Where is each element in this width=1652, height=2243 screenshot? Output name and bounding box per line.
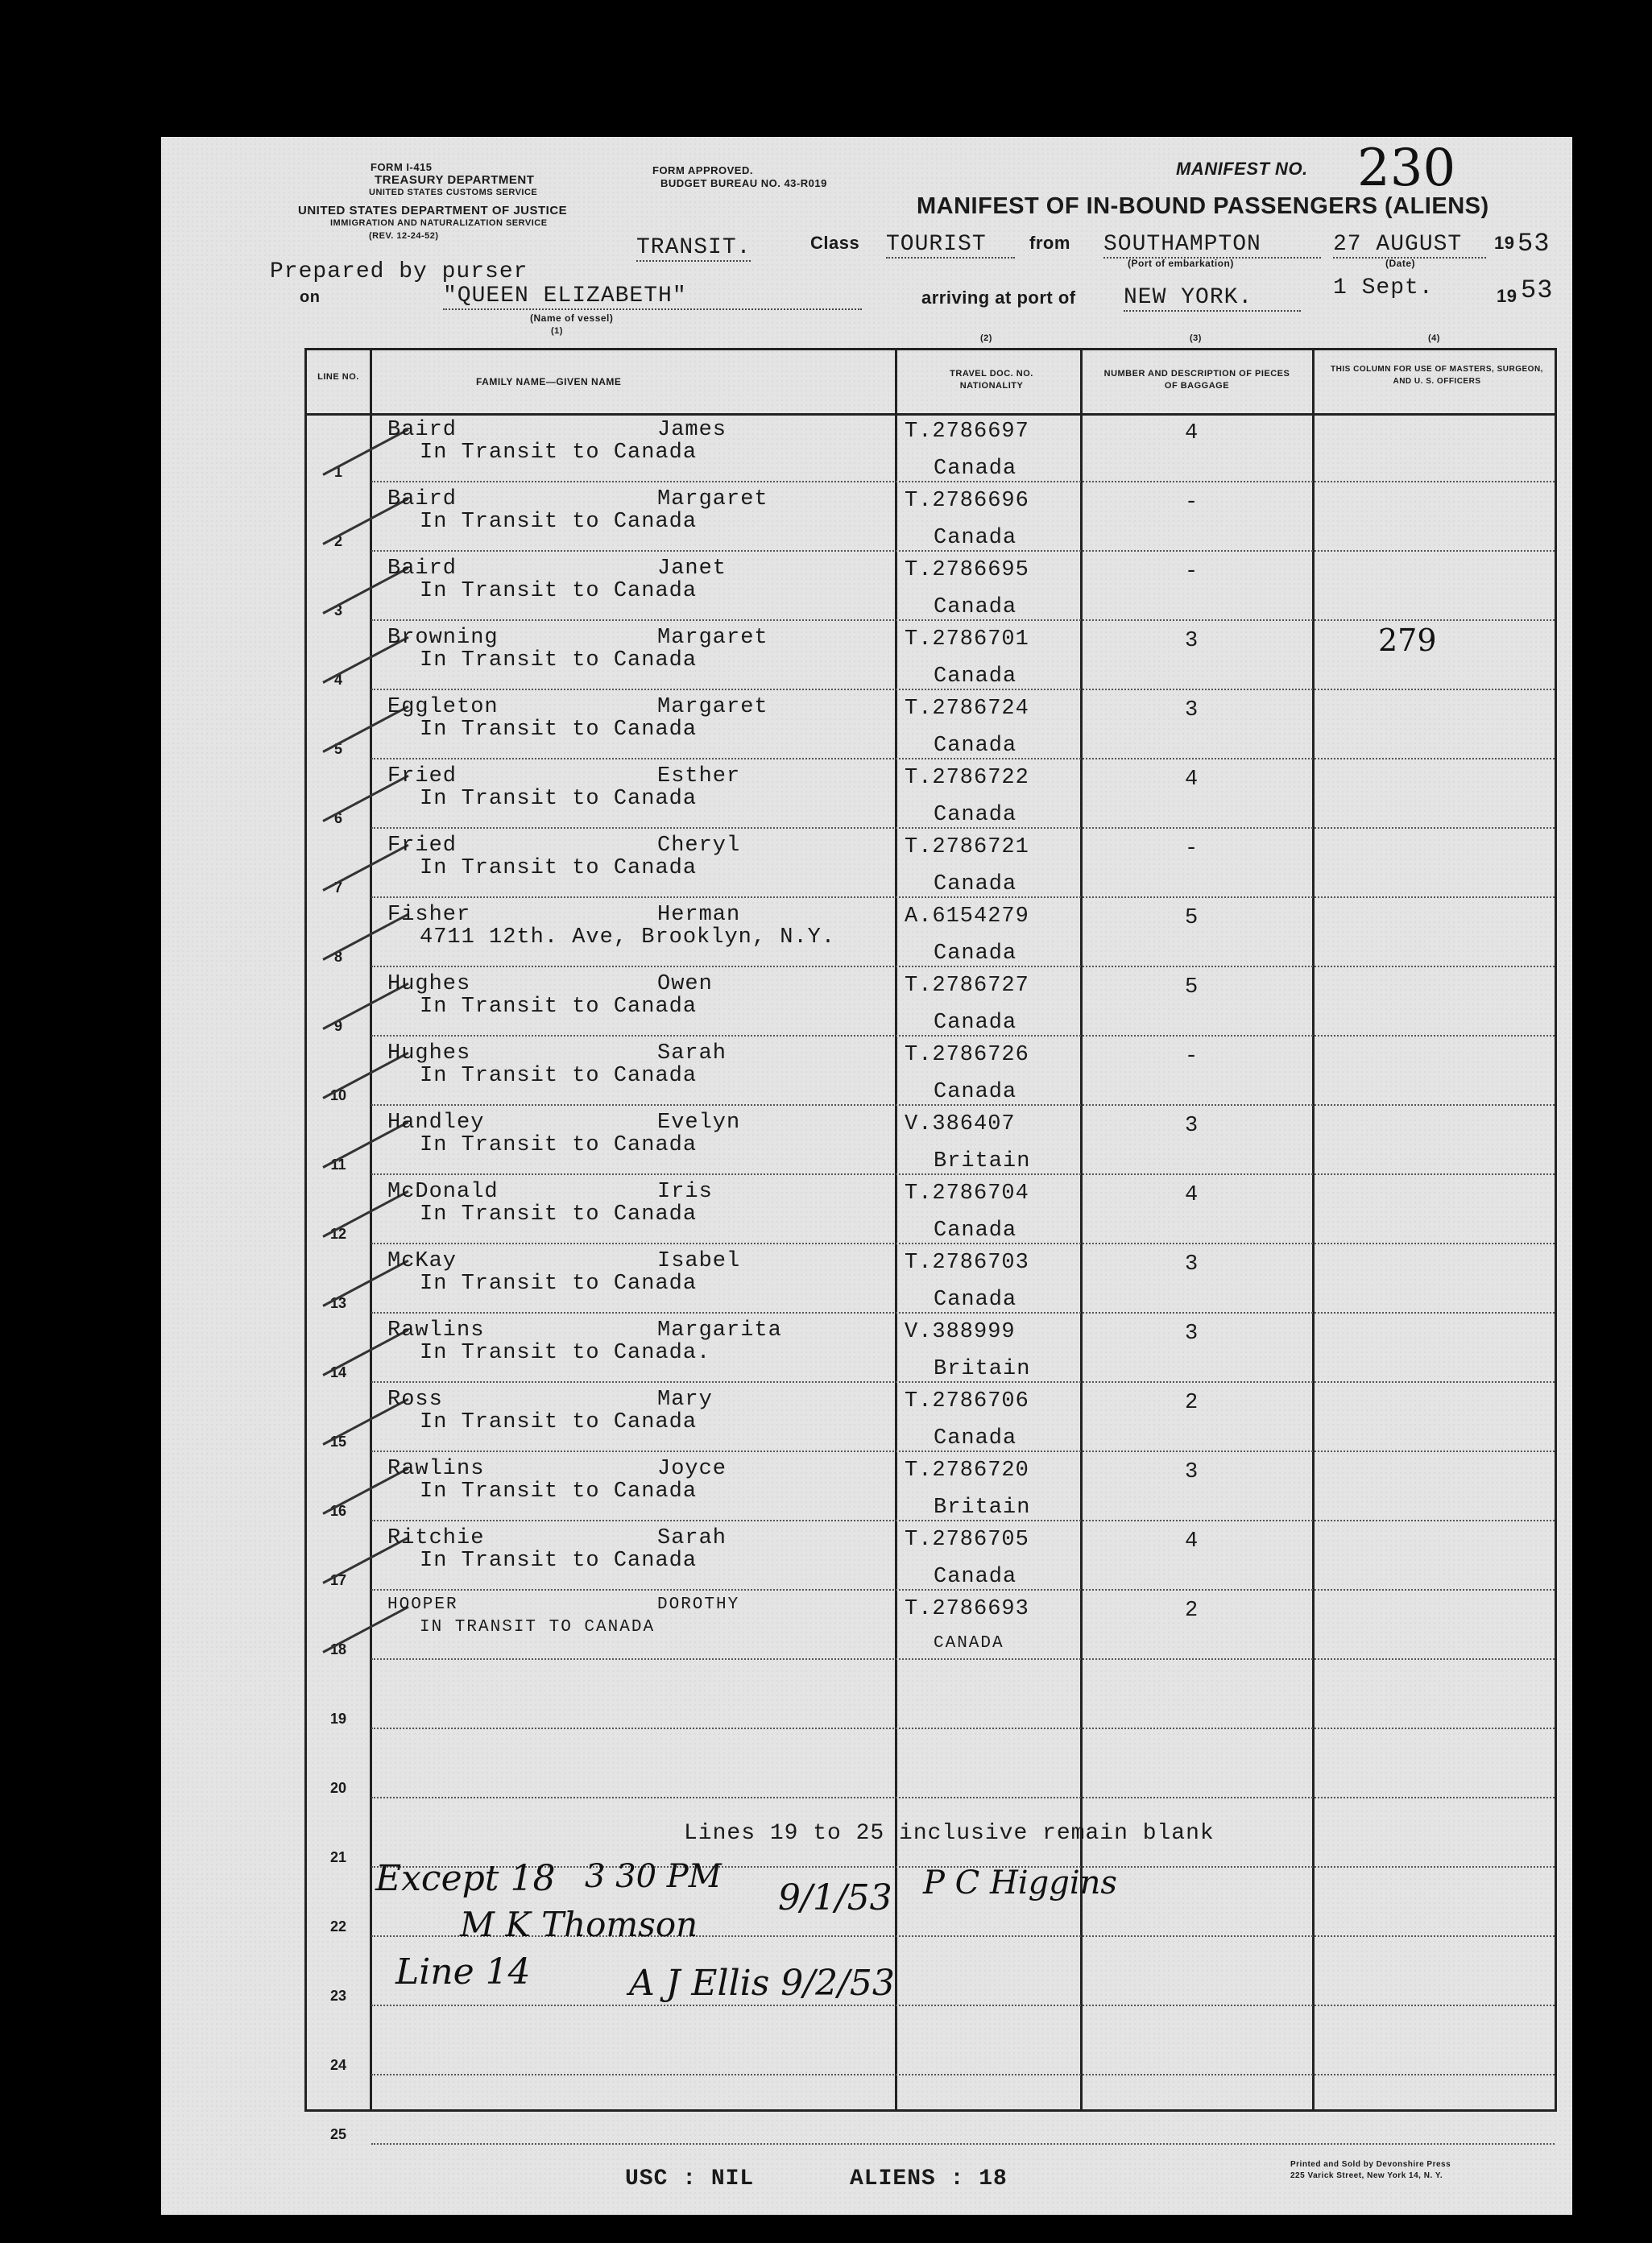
- transit-note: In Transit to Canada: [420, 787, 698, 811]
- transit-note: In Transit to Canada: [420, 718, 698, 742]
- transit-note: In Transit to Canada.: [420, 1341, 711, 1365]
- table-row: [307, 898, 1555, 967]
- transit-note: In Transit to Canada: [420, 1272, 698, 1296]
- form-approved: FORM APPROVED.: [652, 164, 753, 176]
- class-value: TOURIST: [886, 232, 1015, 259]
- nationality: CANADA: [934, 1634, 1004, 1653]
- family-name: McDonald: [387, 1180, 499, 1204]
- nationality: Canada: [934, 664, 1017, 689]
- justice-label: UNITED STATES DEPARTMENT OF JUSTICE: [298, 204, 568, 217]
- baggage-count: 5: [1185, 906, 1199, 930]
- family-name: Ritchie: [387, 1526, 485, 1550]
- nationality: Canada: [934, 803, 1017, 827]
- nationality: Canada: [934, 1219, 1017, 1243]
- given-name: Isabel: [657, 1249, 741, 1273]
- line-number: 12: [329, 1226, 347, 1242]
- nationality: Canada: [934, 1426, 1017, 1451]
- nationality: Canada: [934, 595, 1017, 619]
- family-name: Rawlins: [387, 1318, 485, 1343]
- family-name: Rawlins: [387, 1457, 485, 1481]
- customs-label: UNITED STATES CUSTOMS SERVICE: [369, 188, 538, 197]
- printer-line-1: Printed and Sold by Devonshire Press: [1290, 2160, 1451, 2169]
- table-row: [307, 1175, 1555, 1244]
- col-head-officers: THIS COLUMN FOR USE OF MASTERS, SURGEON, AND U. S. OFFICERS: [1331, 365, 1543, 386]
- transit-note: In Transit to Canada: [420, 1410, 698, 1434]
- manifest-title: MANIFEST OF IN-BOUND PASSENGERS (ALIENS): [917, 193, 1489, 219]
- baggage-count: 4: [1185, 1183, 1199, 1207]
- family-name: Baird: [387, 418, 458, 442]
- line-number: 19: [329, 1711, 347, 1727]
- table-row: [307, 2075, 1555, 2145]
- nationality: Canada: [934, 1288, 1017, 1312]
- given-name: Joyce: [657, 1457, 727, 1481]
- blank-lines-remark: Lines 19 to 25 inclusive remain blank: [684, 1821, 1215, 1846]
- transit-note: 4711 12th. Ave, Brooklyn, N.Y.: [420, 925, 836, 950]
- table-row: [307, 482, 1555, 552]
- manifest-number: 230: [1357, 139, 1456, 198]
- travel-doc-number: T.2786722: [905, 766, 1029, 790]
- travel-doc-number: T.2786703: [905, 1251, 1029, 1275]
- family-name: Eggleton: [387, 695, 499, 719]
- transit-note: In Transit to Canada: [420, 1064, 698, 1088]
- handwritten-signature-ellis: A J Ellis 9/2/53: [629, 1963, 895, 2004]
- family-name: Browning: [387, 626, 499, 650]
- baggage-count: -: [1185, 837, 1199, 861]
- given-name: Margaret: [657, 626, 768, 650]
- nationality: Canada: [934, 1080, 1017, 1104]
- arrival-year: 53: [1521, 275, 1554, 305]
- class-label: Class: [810, 233, 860, 253]
- ins-label: IMMIGRATION AND NATURALIZATION SERVICE: [330, 218, 548, 228]
- given-name: Cheryl: [657, 834, 741, 858]
- travel-doc-number: T.2786726: [905, 1043, 1029, 1067]
- punch-hole: [48, 168, 90, 209]
- line-number: 21: [329, 1849, 347, 1865]
- family-name: Fisher: [387, 903, 471, 927]
- travel-doc-number: T.2786693: [905, 1597, 1029, 1621]
- table-row: [307, 759, 1555, 829]
- punch-hole: [48, 1161, 90, 1203]
- given-name: Iris: [657, 1180, 713, 1204]
- aliens-count: ALIENS : 18: [850, 2166, 1008, 2191]
- col-head-doc: TRAVEL DOC. NO. NATIONALITY: [950, 369, 1033, 391]
- col-head-baggage: NUMBER AND DESCRIPTION OF PIECES OF BAGGAGE: [1103, 369, 1290, 391]
- travel-doc-number: T.2786724: [905, 697, 1029, 721]
- arrival-year-prefix: 19: [1497, 286, 1517, 306]
- line-number: 11: [330, 1157, 346, 1173]
- transit-note: In Transit to Canada: [420, 1133, 698, 1157]
- nationality: Britain: [934, 1357, 1031, 1381]
- given-name: Esther: [657, 764, 741, 788]
- family-name: Hughes: [387, 972, 471, 996]
- given-name: Janet: [657, 557, 727, 581]
- table-row: [307, 1729, 1555, 1798]
- baggage-count: 5: [1185, 975, 1199, 999]
- line-number: 14: [329, 1364, 347, 1380]
- date-caption: (Date): [1385, 258, 1416, 269]
- punch-hole: [48, 673, 90, 715]
- table-row: [307, 552, 1555, 621]
- nationality: Canada: [934, 1565, 1017, 1589]
- nationality: Britain: [934, 1149, 1031, 1173]
- dept-label: TREASURY DEPARTMENT: [375, 173, 535, 187]
- travel-doc-number: T.2786706: [905, 1389, 1029, 1413]
- line-number: 17: [329, 1572, 347, 1588]
- table-row: [307, 1452, 1555, 1521]
- family-name: Fried: [387, 834, 458, 858]
- transit-note: In Transit to Canada: [420, 648, 698, 672]
- transit-note: In Transit to Canada: [420, 1202, 698, 1227]
- table-row: [307, 1521, 1555, 1591]
- col-head-doc-num: (2): [980, 333, 992, 343]
- line-number: 22: [329, 1918, 347, 1935]
- given-name: Herman: [657, 903, 741, 927]
- handwritten-date-1: 9/1/53: [778, 1877, 892, 1918]
- family-name: Ross: [387, 1388, 443, 1412]
- transit-note: In Transit to Canada: [420, 579, 698, 603]
- line-number: 16: [329, 1503, 347, 1519]
- table-row: [307, 829, 1555, 898]
- vessel-col-number: (1): [551, 326, 563, 336]
- family-name: HOOPER: [387, 1595, 458, 1614]
- year-prefix: 19: [1494, 233, 1515, 253]
- transit-note: In Transit to Canada: [420, 1549, 698, 1573]
- travel-doc-number: T.2786727: [905, 974, 1029, 998]
- given-name: Margarita: [657, 1318, 782, 1343]
- nationality: Canada: [934, 941, 1017, 966]
- travel-doc-number: V.388999: [905, 1320, 1016, 1344]
- passenger-table: [304, 333, 1557, 2142]
- given-name: Sarah: [657, 1041, 727, 1066]
- table-row: [307, 967, 1555, 1037]
- row-rule: [371, 2143, 1555, 2145]
- punch-hole: [48, 338, 90, 380]
- nationality: Britain: [934, 1496, 1031, 1520]
- printer-line-2: 225 Varick Street, New York 14, N. Y.: [1290, 2171, 1443, 2180]
- baggage-count: 2: [1185, 1599, 1199, 1623]
- col-head-baggage-num: (3): [1190, 333, 1202, 343]
- officer-note: 279: [1378, 623, 1437, 658]
- punch-hole: [48, 296, 90, 338]
- table-row: [307, 1244, 1555, 1314]
- travel-doc-number: T.2786704: [905, 1182, 1029, 1206]
- transit-note: IN TRANSIT TO CANADA: [420, 1618, 656, 1637]
- manifest-no-label: MANIFEST NO.: [1176, 159, 1308, 179]
- given-name: Evelyn: [657, 1111, 741, 1135]
- vessel-name: "QUEEN ELIZABETH": [443, 283, 862, 310]
- arrival-date: 1 Sept.: [1333, 275, 1434, 300]
- col-head-name: FAMILY NAME—GIVEN NAME: [476, 376, 622, 387]
- table-row: [307, 1591, 1555, 1660]
- family-name: Hughes: [387, 1041, 471, 1066]
- port-caption: (Port of embarkation): [1128, 258, 1234, 269]
- arriving-label: arriving at port of: [921, 288, 1076, 308]
- baggage-count: -: [1185, 560, 1199, 584]
- manifest-page: [161, 137, 1572, 2215]
- transit-note: In Transit to Canada: [420, 995, 698, 1019]
- given-name: Owen: [657, 972, 713, 996]
- departure-year: 53: [1517, 229, 1551, 259]
- table-row: [307, 1660, 1555, 1729]
- line-number: 13: [329, 1295, 347, 1311]
- line-number: 4: [333, 672, 342, 688]
- given-name: James: [657, 418, 727, 442]
- baggage-count: 3: [1185, 698, 1199, 722]
- line-number: 18: [329, 1641, 347, 1657]
- line-number: 1: [333, 464, 342, 480]
- travel-doc-number: A.6154279: [905, 904, 1029, 929]
- travel-doc-number: T.2786701: [905, 627, 1029, 652]
- line-number: 9: [333, 1018, 342, 1034]
- on-label: on: [300, 288, 321, 306]
- baggage-count: 3: [1185, 1460, 1199, 1484]
- line-number: 5: [333, 741, 342, 757]
- travel-doc-number: T.2786705: [905, 1528, 1029, 1552]
- line-number: 15: [329, 1434, 347, 1450]
- baggage-count: -: [1185, 1045, 1199, 1069]
- travel-doc-number: T.2786720: [905, 1459, 1029, 1483]
- transit-note: In Transit to Canada: [420, 441, 698, 465]
- family-name: Baird: [387, 487, 458, 511]
- line-number: 8: [333, 949, 342, 965]
- travel-doc-number: T.2786695: [905, 558, 1029, 582]
- table-row: [307, 1037, 1555, 1106]
- table-row: [307, 1314, 1555, 1383]
- line-number: 20: [329, 1780, 347, 1796]
- nationality: Canada: [934, 457, 1017, 481]
- line-number: 2: [333, 533, 342, 549]
- nationality: Canada: [934, 526, 1017, 550]
- baggage-count: 4: [1185, 1529, 1199, 1554]
- given-name: Mary: [657, 1388, 713, 1412]
- handwritten-line-14: Line 14: [395, 1951, 531, 1993]
- line-number: 23: [329, 1988, 347, 2004]
- rev-label: (REV. 12-24-52): [369, 231, 439, 241]
- line-number: 10: [329, 1087, 347, 1103]
- punch-hole: [48, 784, 90, 826]
- transit-note: In Transit to Canada: [420, 510, 698, 534]
- departure-date: 27 AUGUST: [1333, 232, 1486, 259]
- nationality: Canada: [934, 734, 1017, 758]
- family-name: McKay: [387, 1249, 458, 1273]
- handwritten-time: 3 30 PM: [585, 1858, 722, 1895]
- prepared-by: Prepared by purser: [270, 259, 528, 284]
- baggage-count: 3: [1185, 1114, 1199, 1138]
- table-row: [307, 1106, 1555, 1175]
- line-number: 6: [333, 810, 342, 826]
- col-head-line: LINE NO.: [317, 372, 359, 382]
- family-name: Fried: [387, 764, 458, 788]
- baggage-count: 3: [1185, 629, 1199, 653]
- transit-note: In Transit to Canada: [420, 856, 698, 880]
- line-number: 3: [333, 602, 342, 619]
- baggage-count: 3: [1185, 1252, 1199, 1277]
- family-name: Baird: [387, 557, 458, 581]
- line-number: 24: [329, 2057, 347, 2073]
- line-number: 25: [329, 2126, 347, 2142]
- given-name: Margaret: [657, 487, 768, 511]
- given-name: Sarah: [657, 1526, 727, 1550]
- arrival-port: NEW YORK.: [1124, 285, 1301, 312]
- handwritten-except: Except 18: [375, 1858, 556, 1899]
- transit-note: In Transit to Canada: [420, 1479, 698, 1504]
- table-row: [307, 1383, 1555, 1452]
- given-name: DOROTHY: [657, 1595, 740, 1614]
- punch-hole: [48, 1965, 90, 2007]
- given-name: Margaret: [657, 695, 768, 719]
- baggage-count: 4: [1185, 421, 1199, 445]
- table-row: [307, 413, 1555, 482]
- table-row: [307, 690, 1555, 759]
- baggage-count: 2: [1185, 1391, 1199, 1415]
- nationality: Canada: [934, 1011, 1017, 1035]
- baggage-count: -: [1185, 490, 1199, 515]
- baggage-count: 3: [1185, 1322, 1199, 1346]
- family-name: Handley: [387, 1111, 485, 1135]
- form-number: FORM I-415: [371, 161, 433, 173]
- usc-count: USC : NIL: [625, 2166, 755, 2191]
- line-number: 7: [333, 879, 342, 896]
- budget-number: BUDGET BUREAU NO. 43-R019: [660, 177, 827, 189]
- handwritten-signature-higgins: P C Higgins: [923, 1864, 1117, 1902]
- vessel-caption: (Name of vessel): [530, 312, 614, 324]
- punch-hole: [48, 1273, 90, 1314]
- travel-doc-number: T.2786721: [905, 835, 1029, 859]
- travel-doc-number: T.2786696: [905, 489, 1029, 513]
- port-of-embarkation: SOUTHAMPTON: [1103, 232, 1321, 259]
- nationality: Canada: [934, 872, 1017, 896]
- handwritten-signature-thomson: M K Thomson: [460, 1905, 698, 1944]
- baggage-count: 4: [1185, 768, 1199, 792]
- from-label: from: [1029, 233, 1070, 253]
- table-row: [307, 621, 1555, 690]
- transit-label: TRANSIT.: [636, 235, 751, 260]
- col-head-officers-num: (4): [1428, 333, 1440, 343]
- table-row: [307, 2006, 1555, 2075]
- travel-doc-number: V.386407: [905, 1112, 1016, 1136]
- travel-doc-number: T.2786697: [905, 420, 1029, 444]
